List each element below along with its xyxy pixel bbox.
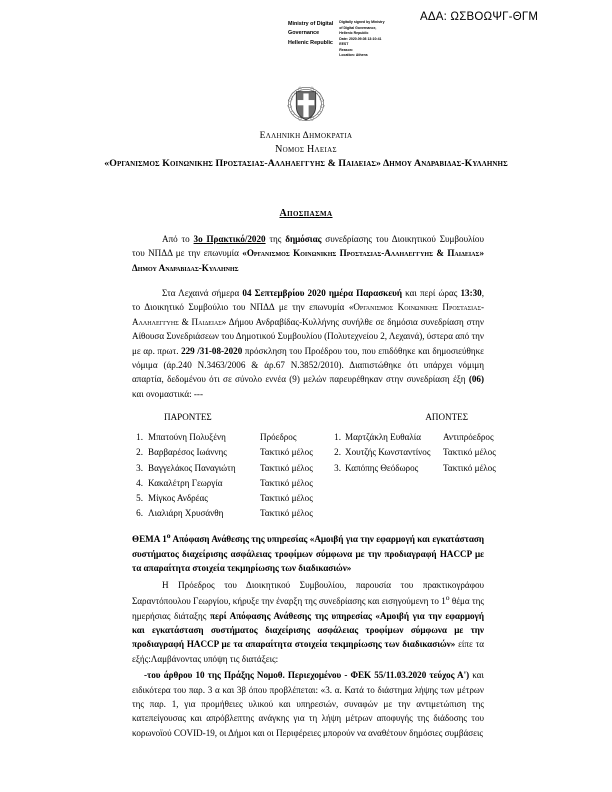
p2-member-count: (06) [468,374,484,385]
p2-s4: Δήμου Ανδραβίδας-Κυλλήνης συνήλθε σε δημόσια συνεδρίαση στην Αίθουσα Συνεδριάσεων του Δημοτικού Συμβουλίου (Πολυτεχνείου 2, Λεχαινά), ύστερα από την [132,316,485,342]
p2-s3: , το Διοικητικό Συμβούλιο του ΝΠΔΔ με την επωνυμία [132,288,484,313]
p2-s2: και περί ώρας [402,288,461,299]
p1-mid: της [265,234,286,244]
p2-protocol-number: 229 /31-08-2020 [181,345,243,356]
p2-s6: πρόσκληση του Προέδρου του, που επιδόθηκε και δημοσιεύθηκε νόμιμα (άρ.240 Ν.3463/2006 & άρ.67 Ν.3852/2010). Διαπιστώθηκε ότι υπάρχει νόμιμη απαρτία, δεδομένου ότι σε σύνολο εννέα (9) μελών παρευρέθηκαν στην συνεδρίαση έξη [132,345,485,385]
ada-code: ΑΔΑ: ΩΣΒΟΩΨΓ-ΘΓΜ [420,11,539,23]
signature-details-line: Date: 2020.09.08 13:10:41 [339,36,382,41]
signature-authority-line: Governance [288,30,320,37]
signature-details-line: Digitally signed by Ministry [339,20,385,24]
absent-header: ΑΠΟΝΤΕΣ [425,412,468,422]
table-row [132,430,532,445]
p2-organization: «Οργανισμος Κοινωνικης Προστασιας-Αλληλεγγυης & Παιδειας» [132,302,485,327]
signature-authority-line: Ministry of Digital [288,21,334,27]
p1-pre: Από το [162,234,194,244]
present-header: ΠΑΡΟΝΤΕΣ [164,412,212,422]
document-body [132,232,484,410]
present-name: Βαγγελάκος Παναγιώτη [148,462,236,473]
present-index: 3. [136,462,143,473]
absent-index: 2. [334,447,341,458]
attendance-headers [132,412,484,422]
emblem-container [0,82,612,131]
c-p1-subject: περί Απόφασης Ανάθεσης της υπηρεσίας «Αμοιβή για την εφαρμογή και εγκατάσταση συστήματος διαχείρισης ασφάλειας τροφίμων σύμφωνα με την προδιαγραφή HACCP με τα απαραίτητα στοιχεία τεκμηρίωσης των διαδικασιών» [132,610,484,650]
absent-name: Μαρτζάκλη Ευθαλία [345,432,421,442]
document-header-titles [0,130,612,171]
table-row [132,491,532,506]
signature-details-line: of Digital Governance, [339,25,377,30]
c-p2-b: και ειδικότερα του παρ. 3 α και 3β όπου προβλέπεται: «3. α. Κατά το διάστημα λήψης των μέτρων της παρ. 1, για προμήθειες υλικού και υπηρεσιών, συναφών με την αντιμετώπιση της κατεπείγουσας και απρόβλεπτης ανάγκης για τη λήψη μέτρων αποφυγής της διάδοσης του κορωνοϊού COVID-19, οι Δήμοι και οι Περιφέρειες μπορούν να αναθέτουν δημόσιες συμβάσεις [132,670,484,738]
absent-index: 1. [334,432,341,442]
present-role: Τακτικό μέλος [260,493,313,504]
absent-role: Τακτικό μέλος [443,462,496,473]
present-role: Πρόεδρος [260,432,297,442]
paragraph-extract-source [132,232,484,275]
c-p1-b: θέμα της ημερήσιας διάταξης [132,596,484,621]
present-index: 4. [136,477,143,488]
absent-role: Αντιπρόεδρος [443,432,494,442]
paragraph-chair-opening [132,578,484,666]
decision-preamble [132,578,484,742]
attendance-lists [132,430,532,522]
absent-name: Χουτζής Κωνσταντίνος [345,447,431,458]
p1-municipality: Δημου Ανδραβιδας-Κυλληνης [132,262,239,273]
theme-text: Απόφαση Ανάθεσης της υπηρεσίας «Αμοιβή για την εφαρμογή και εγκατάσταση συστήματος διαχείρισης ασφάλειας τροφίμων σύμφωνα με την προδιαγραφή HACCP με τα απαραίτητα στοιχεία τεκμηρίωσης των διαδικασιών» [132,534,485,574]
page-title: Αποσπασμα [279,208,333,219]
c-p1-a: Η Πρόεδρος του Διοικητικού Συμβουλίου, παρουσία του πρακτικογράφου Σαραντόπουλου Γεωργίου, κήρυξε την έναρξη της συνεδρίασης και εισηγούμενη το 1 [132,580,484,607]
c-p1-c: είπε τα εξής:Λαμβάνοντας υπόψη τις διατάξεις: [132,639,484,664]
signature-details-line: Hellenic Republic [339,31,369,36]
p1-organization: «Οργανισμος Κοινωνικης Προστασιας-Αλληλεγγυης & Παιδειας» [242,248,484,259]
signature-details-line: EEST [339,42,349,47]
table-row [132,445,532,460]
paragraph-legal-basis [132,668,484,740]
signature-authority [288,20,333,48]
p1-public: δημόσιας [285,234,322,244]
p1-after: συνεδρίασης του Διοικητικού Συμβουλίου του ΝΠΔΔ με την επωνυμία [132,234,484,259]
p2-time: 13:30 [460,288,482,299]
absent-name: Καπόπης Θεόδωρος [345,462,419,473]
signature-authority-line: Hellenic Republic [288,39,333,46]
c-p2-a: -του [144,670,164,681]
prefecture-title: Νομος Ηλειας [275,144,337,156]
present-name: Μίγκος Ανδρέας [148,493,208,504]
agenda-item-subject [132,530,484,576]
c-p2-law-reference: άρθρου 10 της Πράξης Νομοθ. Περιεχομένου - ΦΕΚ 55/11.03.2020 τεύχος Α') [163,670,470,681]
present-name: Κακαλέτρη Γεωργία [148,477,223,488]
signature-details-line: Location: Athens [339,53,368,58]
organization-title: «Οργανισμος Κοινωνικης Προστασιας-Αλληλεγγυης & Παιδειας» Δημου Ανδραβιδας-Κυλληνης [104,157,508,169]
p2-s7: και ονομαστικά: --- [132,388,203,399]
theme-label: ΘΕΜΑ 1 [132,534,167,545]
absent-index: 3. [334,462,341,473]
p2-s1: Στα Λεχαινά σήμερα [162,288,243,299]
theme-ordinal: ο [166,531,171,540]
hellenic-coat-of-arms-icon [284,82,328,126]
present-name: Μπατούνη Πολυξένη [148,432,226,442]
present-index: 1. [136,432,143,442]
absent-role: Τακτικό μέλος [443,447,496,458]
p2-s5: με αρ. πρωτ. [132,345,182,356]
present-role: Τακτικό μέλος [260,447,313,458]
table-row [132,506,532,521]
present-name: Βαρβαρέσος Ιωάννης [148,447,227,458]
present-index: 5. [136,493,143,504]
present-role: Τακτικό μέλος [260,508,313,519]
present-index: 6. [136,508,143,519]
digital-signature-stamp [288,20,385,59]
republic-title: Ελληνικη Δημοκρατια [259,131,353,141]
paragraph-session-details [132,286,484,401]
signature-details-line: Reason: [339,47,354,52]
present-index: 2. [136,447,143,458]
c-p1-ordinal: ο [445,593,450,603]
present-name: Λιαλιάρη Χρυσάνθη [148,508,224,519]
p2-date: 04 Σεπτεμβρίου 2020 ημέρα Παρασκευή [242,288,402,299]
p1-practical-number: 3ο Πρακτικό/2020 [193,234,266,244]
table-row [132,476,532,491]
present-role: Τακτικό μέλος [260,462,313,473]
present-role: Τακτικό μέλος [260,477,313,488]
table-row [132,461,532,476]
signature-details [339,20,384,59]
